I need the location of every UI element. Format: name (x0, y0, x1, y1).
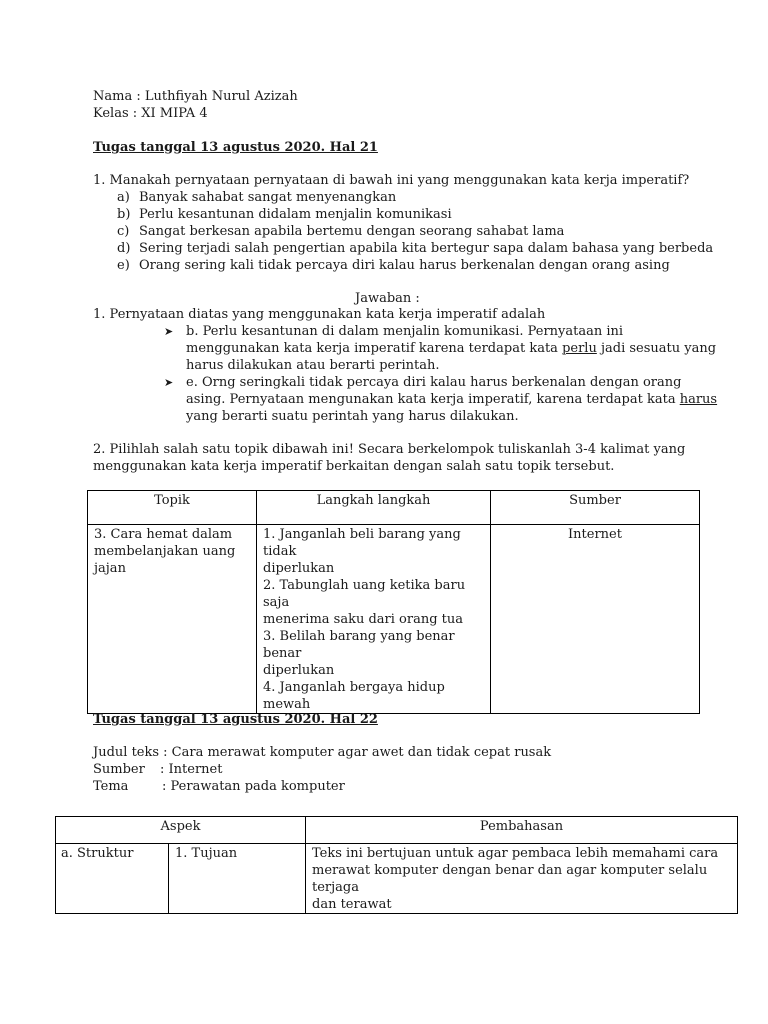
header-langkah (257, 491, 491, 525)
bullet2-line2-pre: asing. Pernyataan mengunakan kata kerja imperatif, karena terdapat kata (186, 392, 680, 407)
langkah-line: diperlukan (263, 561, 335, 576)
judul-teks: Judul teks : Cara merawat komputer agar awet dan tidak cepat rusak (93, 745, 552, 760)
aspek-table (55, 816, 738, 914)
topik-line: membelanjakan uang (94, 544, 236, 559)
table-header-row (88, 491, 700, 525)
option-text: Orang sering kali tidak percaya diri kalau harus berkenalan dengan orang asing (139, 258, 670, 273)
pembahasan-line: dan terawat (312, 897, 392, 912)
topik-line: jajan (94, 561, 126, 576)
sumber-label: Sumber (93, 762, 145, 777)
cell-sumber (491, 525, 700, 714)
bullet1-line3: harus dilakukan atau berarti perintah. (186, 358, 440, 373)
topic-table (87, 490, 700, 714)
student-name: Nama : Luthfiyah Nurul Azizah (93, 89, 298, 104)
table-row (88, 525, 700, 714)
question-1: 1. Manakah pernyataan pernyataan di bawah ini yang menggunakan kata kerja imperatif? (93, 173, 690, 188)
langkah-line: diperlukan (263, 663, 335, 678)
jawaban-heading: Jawaban : (355, 291, 420, 306)
question-2-line1: 2. Pilihlah salah satu topik dibawah ini! Secara berkelompok tuliskanlah 3-4 kalimat yang (93, 442, 686, 457)
option-letter: a) (117, 190, 130, 205)
header-sumber (491, 491, 700, 525)
header-aspek-text: Aspek (160, 819, 201, 834)
topik-line: 3. Cara hemat dalam (94, 527, 233, 542)
bullet1-line2-pre: menggunakan kata kerja imperatif karena terdapat kata (186, 341, 563, 356)
header-topik (88, 491, 257, 525)
tema-value: : Perawatan pada komputer (162, 779, 345, 794)
sumber-value: : Internet (160, 762, 223, 777)
option-text: Perlu kesantunan didalam menjalin komunikasi (139, 207, 452, 222)
table-header-row (56, 817, 738, 844)
bullet1-line1: b. Perlu kesantunan di dalam menjalin komunikasi. Pernyataan ini (186, 324, 624, 339)
cell-pembahasan (306, 844, 738, 914)
bullet1-line2-post: jadi sesuatu yang (596, 341, 717, 356)
bullet2-line3: yang berarti suatu perintah yang harus dilakukan. (186, 409, 519, 424)
header-aspek (56, 817, 306, 844)
cell-topik (88, 525, 257, 714)
table-row (56, 844, 738, 914)
arrow-bullet-icon: ➤ (164, 325, 174, 338)
pembahasan-line: Teks ini bertujuan untuk agar pembaca lebih memahami cara (312, 846, 719, 861)
option-letter: b) (117, 207, 131, 222)
sub-aspek-text: 1. Tujuan (175, 846, 238, 861)
cell-sub-aspek (169, 844, 306, 914)
task1-title: Tugas tanggal 13 agustus 2020. Hal 21 (93, 140, 378, 155)
bullet1-line2 (186, 340, 716, 357)
answer-intro: 1. Pernyataan diatas yang menggunakan kata kerja imperatif adalah (93, 307, 546, 322)
option-letter: d) (117, 241, 131, 256)
cell-aspek (56, 844, 169, 914)
option-letter: c) (117, 224, 130, 239)
option-letter: e) (117, 258, 130, 273)
langkah-line: 1. Janganlah beli barang yang tidak (263, 527, 461, 559)
option-text: Sangat berkesan apabila bertemu dengan seorang sahabat lama (139, 224, 565, 239)
arrow-bullet-icon: ➤ (164, 376, 174, 389)
langkah-line: 3. Belilah barang yang benar benar (263, 629, 455, 661)
underlined-word: harus (679, 392, 718, 407)
header-pembahasan (306, 817, 738, 844)
header-topik-text: Topik (154, 493, 190, 508)
langkah-line: menerima saku dari orang tua (263, 612, 464, 627)
cell-langkah (257, 525, 491, 714)
task2-title: Tugas tanggal 13 agustus 2020. Hal 22 (93, 712, 378, 727)
langkah-line: 4. Janganlah bergaya hidup mewah (263, 680, 445, 712)
header-langkah-text: Langkah langkah (316, 493, 431, 508)
bullet2-line2 (186, 391, 717, 408)
option-text: Banyak sahabat sangat menyenangkan (139, 190, 397, 205)
underlined-word: perlu (562, 341, 597, 356)
question-2-line2: menggunakan kata kerja imperatif berkaitan dengan salah satu topik tersebut. (93, 459, 615, 474)
pembahasan-line: merawat komputer dengan benar dan agar komputer selalu terjaga (312, 863, 708, 895)
header-pembahasan-text: Pembahasan (479, 819, 564, 834)
langkah-line: 2. Tabunglah uang ketika baru saja (263, 578, 466, 610)
header-sumber-text: Sumber (569, 493, 621, 508)
bullet2-line1: e. Orng seringkali tidak percaya diri kalau harus berkenalan dengan orang (186, 375, 682, 390)
tema-label: Tema (93, 779, 129, 794)
sumber-value: Internet (568, 527, 622, 542)
option-text: Sering terjadi salah pengertian apabila kita bertegur sapa dalam bahasa yang berbeda (139, 241, 714, 256)
student-class: Kelas : XI MIPA 4 (93, 106, 208, 121)
aspek-text: a. Struktur (61, 846, 134, 861)
